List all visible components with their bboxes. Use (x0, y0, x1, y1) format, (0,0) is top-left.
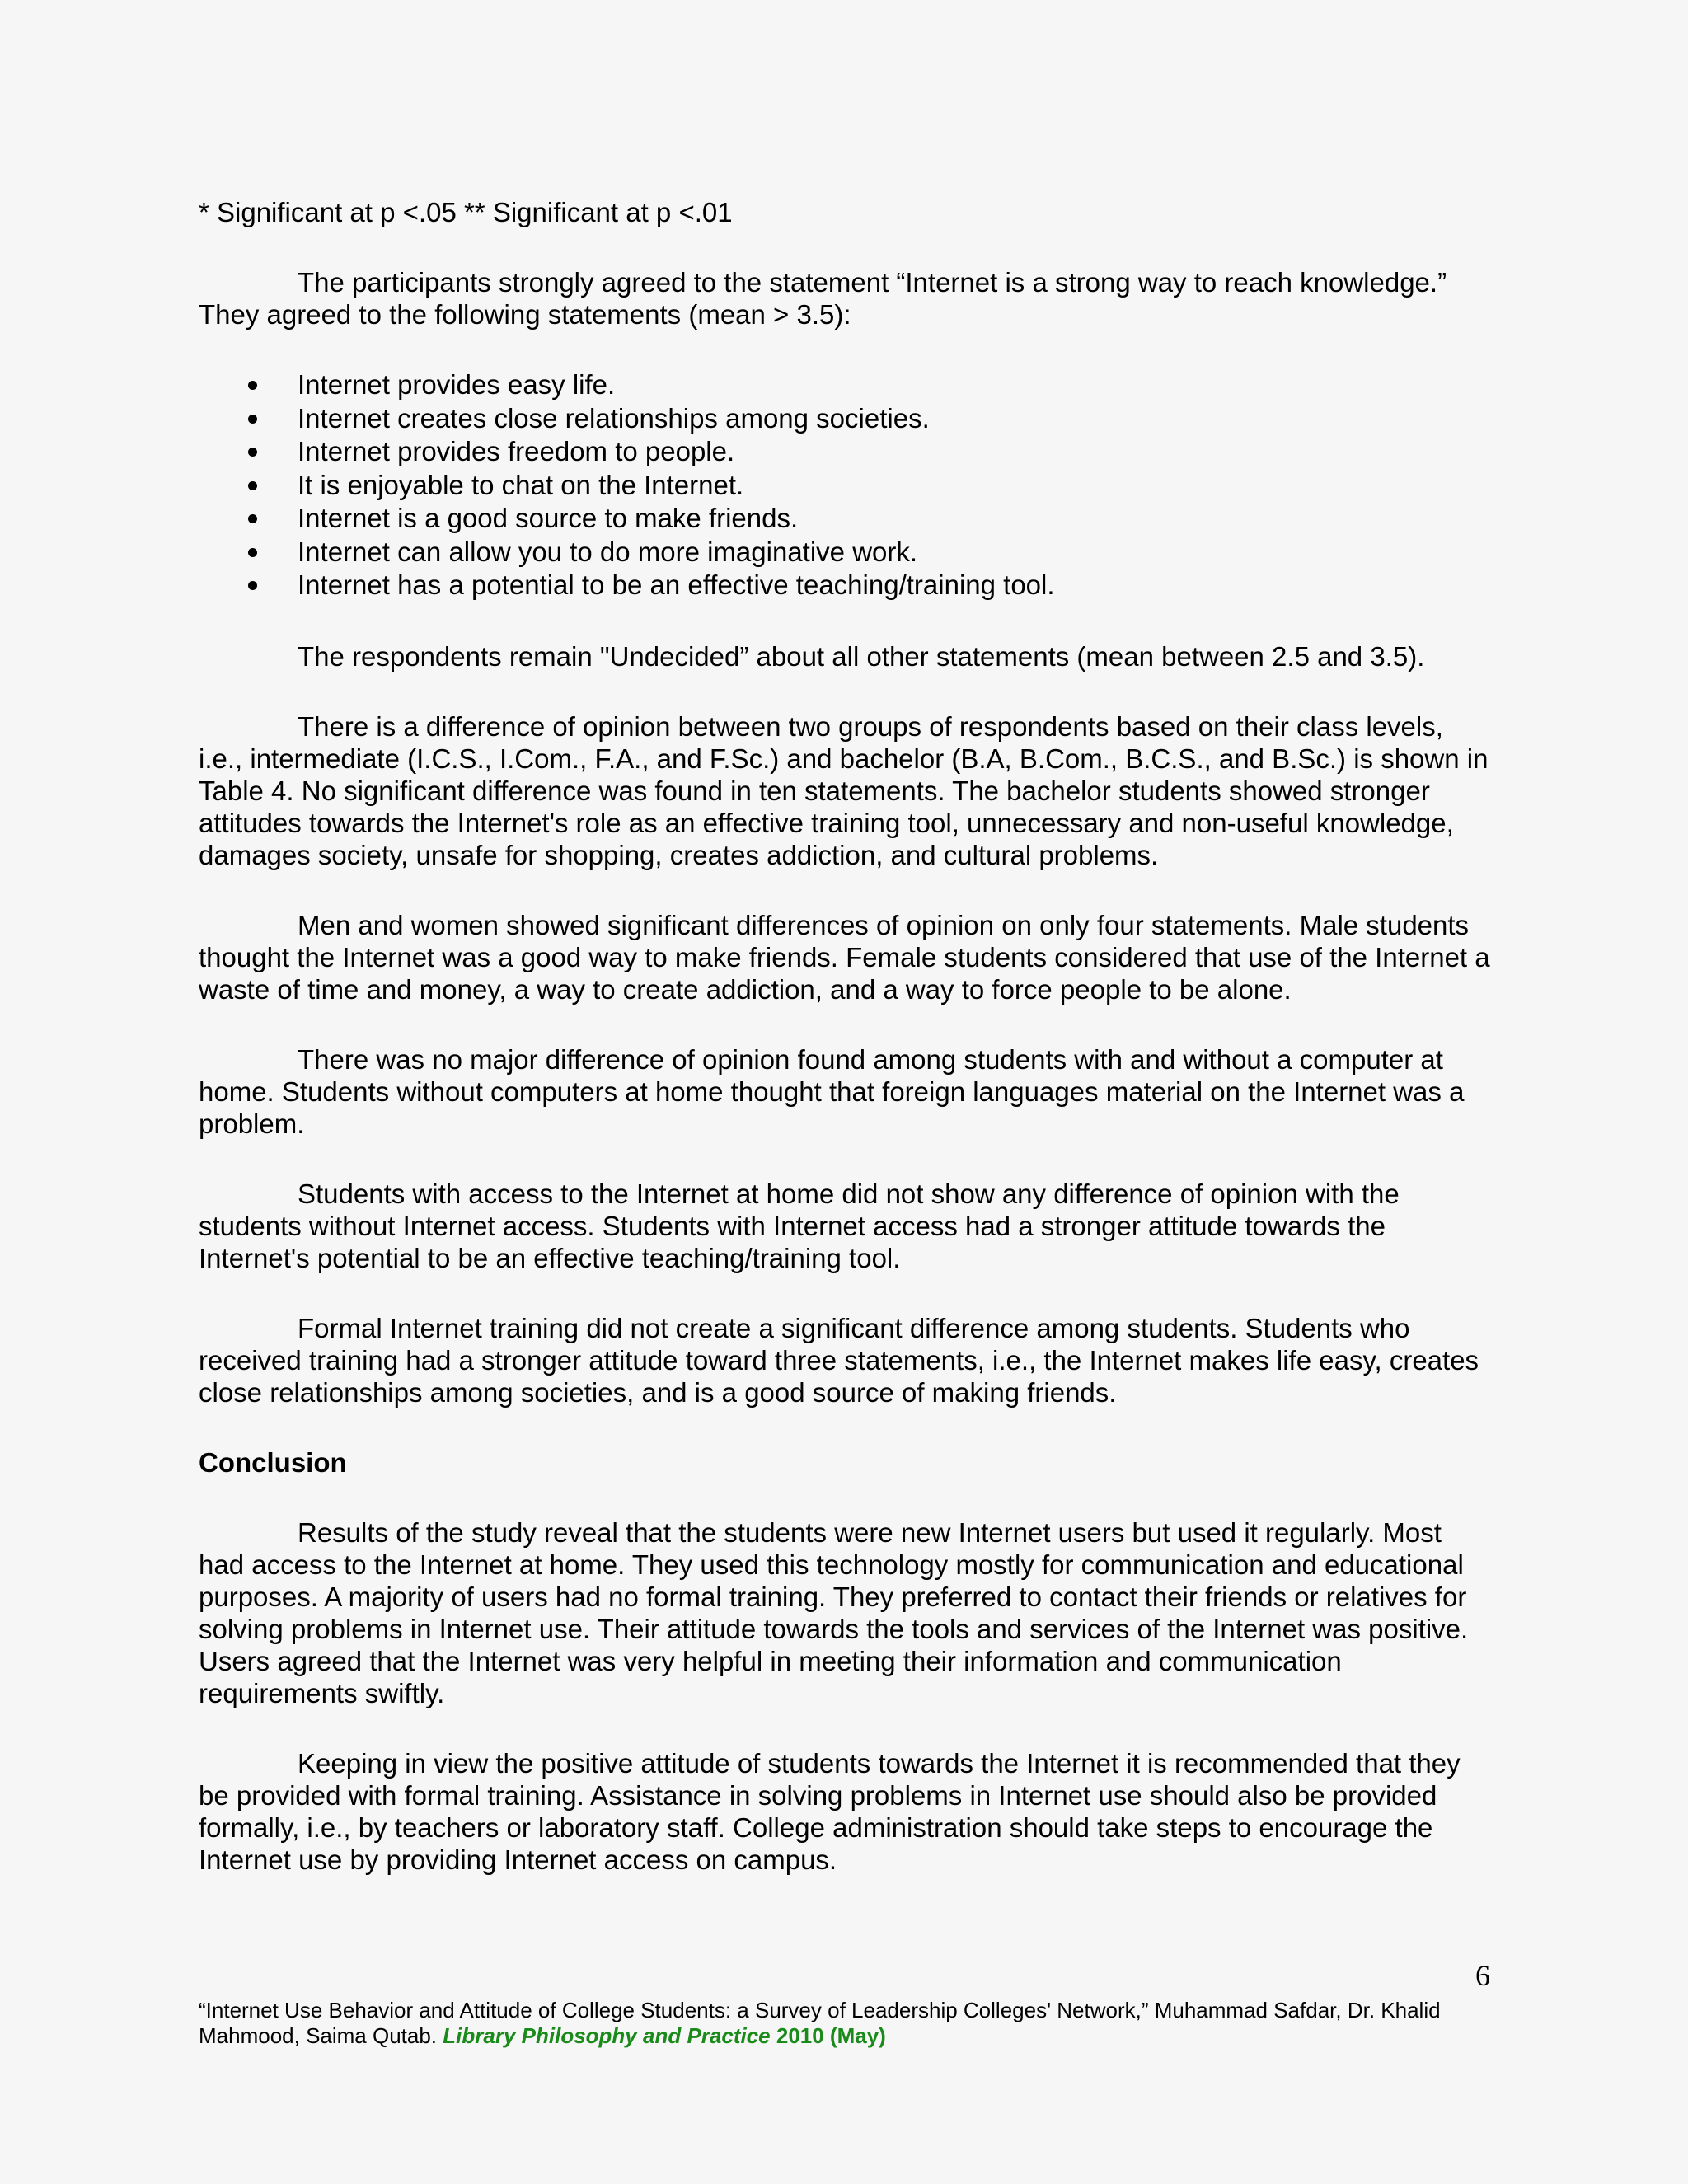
conclusion-paragraph: Results of the study reveal that the students were new Internet users but used it regularly. Most had access to the Internet at home. They used this technology mostly for communication and educational purposes. A majority of users had no formal training. They preferred to contact their friends or relatives for solving problems in Internet use. Their attitude towards the tools and services of the Internet was positive. Users agreed that the Internet was very helpful in meeting their information and communication requirements swiftly. (199, 1516, 1469, 1708)
list-item-text: Internet creates close relationships among societies. (298, 402, 930, 434)
list-item (199, 368, 1490, 402)
gender-paragraph: Men and women showed significant differences of opinion on only four statements. Male students thought the Internet was a good way to make friends. Female students considered that use of the Internet a waste of time and money, a way to create addiction, and a way to force people to be alone. (199, 909, 1490, 1005)
bullet-icon (248, 415, 257, 424)
class-level-paragraph: There is a difference of opinion between two groups of respondents based on their class levels, i.e., intermediate (I.C.S., I.Com., F.A., and F.Sc.) and bachelor (B.A, B.Com., B.C.S., and B.Sc.) is shown in Table 4. No significant difference was found in ten statements. The bachelor students showed stronger attitudes towards the Internet's role as an effective training tool, unnecessary and non-useful knowledge, damages society, unsafe for shopping, creates addiction, and cultural problems. (199, 710, 1489, 870)
list-item (199, 502, 1490, 536)
document-body (199, 196, 1490, 1914)
agreed-statements-list (199, 368, 1490, 602)
citation-text: “Internet Use Behavior and Attitude of College Students: a Survey of Leadership Colleges' Network,” Muhammad Safdar, Dr. Khalid Mahmood, Saima Qutab. (199, 1998, 1441, 2048)
recommendation-paragraph: Keeping in view the positive attitude of students towards the Internet it is recommended that they be provided with formal training. Assistance in solving problems in Internet use should also be provided formally, i.e., by teachers or laboratory staff. College administration should take steps to encourage the Internet use by providing Internet access on campus. (199, 1747, 1461, 1875)
list-item-text: Internet can allow you to do more imaginative work. (298, 536, 918, 567)
intro-paragraph: The participants strongly agreed to the statement “Internet is a strong way to reach knowledge.” They agreed to the following statements (mean > 3.5): (199, 267, 1447, 330)
footer-citation (199, 1998, 1490, 2049)
bullet-icon (248, 481, 257, 490)
computer-at-home-paragraph: There was no major difference of opinion found among students with and without a computer at home. Students without computers at home thought that foreign languages material on the Internet was a problem. (199, 1043, 1465, 1139)
undecided-paragraph: The respondents remain "Undecided” about all other statements (mean between 2.5 and 3.5). (298, 640, 1425, 672)
bullet-icon (248, 448, 257, 457)
internet-at-home-paragraph: Students with access to the Internet at home did not show any difference of opinion with the students without Internet access. Students with Internet access had a stronger attitude towards the Internet's potential to be an effective teaching/training tool. (199, 1178, 1400, 1273)
training-paragraph: Formal Internet training did not create a significant difference among students. Students who received training had a stronger attitude toward three statements, i.e., the Internet makes life easy, creates close relationships among societies, and is a good source of making friends. (199, 1312, 1479, 1408)
significance-note: * Significant at p <.05 ** Significant at p <.01 (199, 197, 733, 227)
bullet-icon (248, 581, 257, 590)
list-item-text: It is enjoyable to chat on the Internet. (298, 469, 744, 500)
conclusion-heading: Conclusion (199, 1446, 347, 1478)
bullet-icon (248, 548, 257, 557)
list-item (199, 435, 1490, 469)
list-item-text: Internet is a good source to make friends. (298, 503, 799, 533)
list-item (199, 469, 1490, 503)
list-item (199, 569, 1490, 602)
journal-title: Library Philosophy and Practice (443, 2023, 771, 2048)
list-item (199, 402, 1490, 436)
page-number: 6 (1475, 1959, 1490, 1992)
list-item (199, 536, 1490, 569)
bullet-icon (248, 381, 257, 390)
list-item-text: Internet provides freedom to people. (298, 436, 735, 466)
bullet-icon (248, 514, 257, 523)
list-item-text: Internet has a potential to be an effective teaching/training tool. (298, 569, 1055, 600)
list-item-text: Internet provides easy life. (298, 369, 616, 400)
journal-date: 2010 (May) (776, 2023, 886, 2048)
